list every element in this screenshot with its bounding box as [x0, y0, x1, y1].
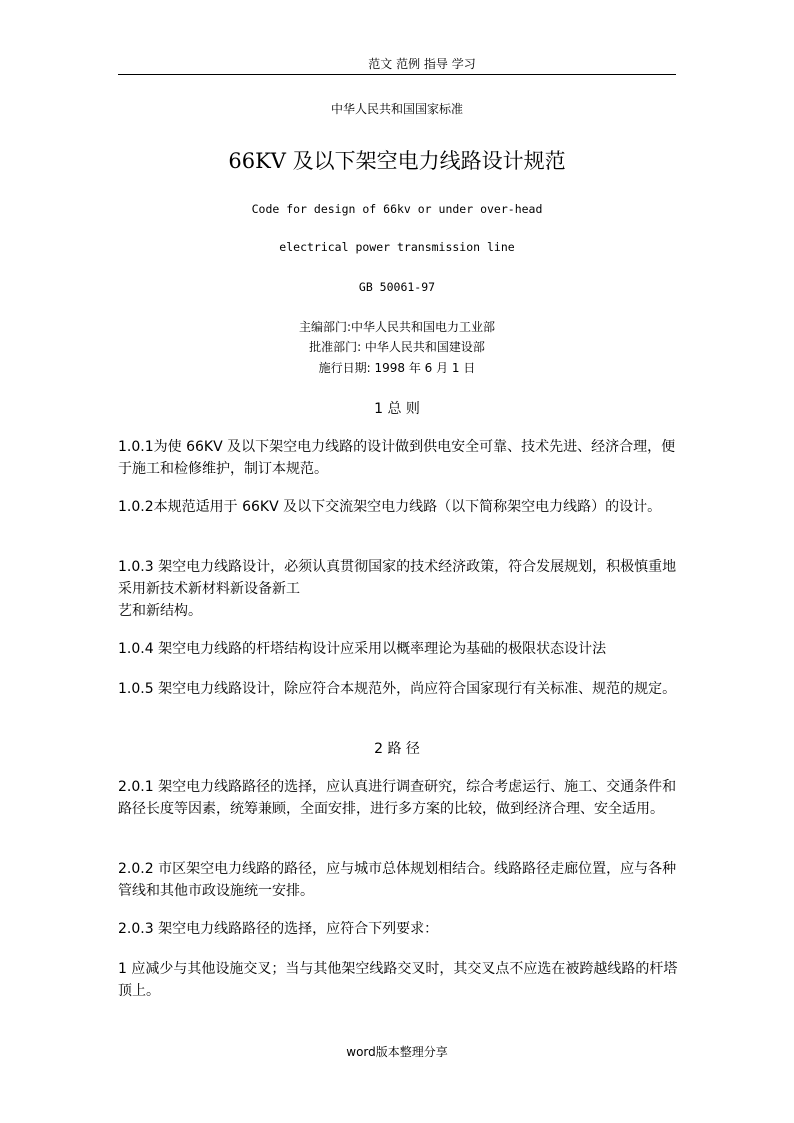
standard-label: 中华人民共和国国家标准: [330, 102, 463, 116]
english-title-line2: electrical power transmission line: [279, 240, 515, 254]
clause-2-0-2: 2.0.2 市区架空电力线路的路径，应与城市总体规划相结合。线路路径走廊位置，应与各种管线和其他市政设施统一安排。: [118, 861, 677, 899]
header-rule: [118, 74, 676, 75]
clause-2-0-3: 2.0.3 架空电力线路路径的选择，应符合下列要求：: [118, 921, 439, 937]
clause-1-0-1: 1.0.1为使 66KV 及以下架空电力线路的设计做到供电安全可靠、技术先进、经济合理，便于施工和检修维护，制订本规范。: [118, 439, 676, 477]
standard-code: GB 50061-97: [358, 280, 436, 294]
clause-1-0-2: 1.0.2本规范适用于 66KV 及以下交流架空电力线路（以下简称架空电力线路）的设计。: [118, 499, 662, 515]
clause-2-0-3-item-1: 1 应减少与其他设施交叉；当与其他架空线路交叉时，其交叉点不应选在被跨越线路的杆塔顶上。: [118, 961, 678, 999]
page-footer: word版本整理分享: [346, 1045, 448, 1059]
clause-1-0-5: 1.0.5 架空电力线路设计，除应符合本规范外，尚应符合国家现行有关标准、规范的规定。: [118, 681, 677, 697]
section-heading-general: 1 总 则: [374, 401, 420, 417]
english-title-line1: Code for design of 66kv or under over-head: [251, 202, 543, 216]
editor-department: 主编部门:中华人民共和国电力工业部: [298, 320, 496, 334]
approver-department: 批准部门: 中华人民共和国建设部: [309, 340, 485, 354]
clause-1-0-3: 1.0.3 架空电力线路设计，必须认真贯彻国家的技术经济政策，符合发展规划，积极慎重地采用新技术新材料新设备新工 艺和新结构。: [118, 559, 677, 619]
section-heading-route: 2 路 径: [374, 741, 420, 757]
page-header: [0, 55, 794, 72]
clause-2-0-1: 2.0.1 架空电力线路路径的选择，应认真进行调查研究，综合考虑运行、施工、交通条件和路径长度等因素，统筹兼顾，全面安排，进行多方案的比较，做到经济合理、安全适用。: [118, 779, 677, 817]
effective-date: 施行日期: 1998 年 6 月 1 日: [318, 361, 476, 375]
header-text: 范文 范例 指导 学习: [368, 57, 476, 71]
clause-1-0-4: 1.0.4 架空电力线路的杆塔结构设计应采用以概率理论为基础的极限状态设计法: [118, 641, 607, 657]
document-title: 66KV 及以下架空电力线路设计规范: [228, 149, 566, 173]
